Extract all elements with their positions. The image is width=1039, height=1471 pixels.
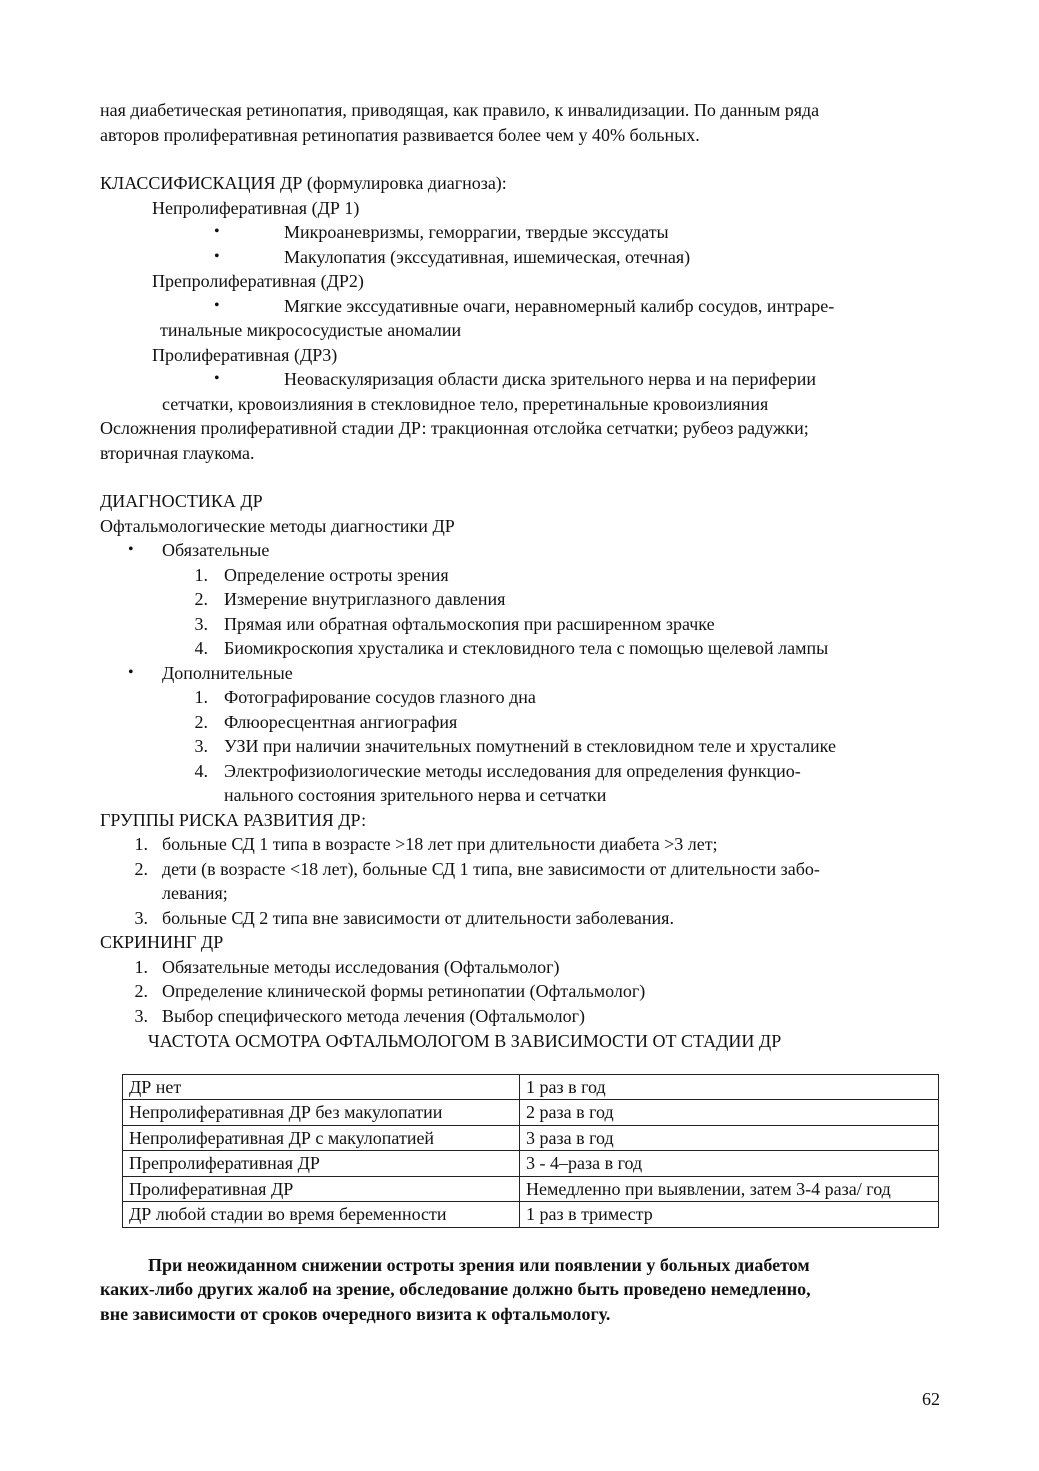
table-row <box>123 1100 939 1126</box>
list-number: 1. <box>194 687 208 707</box>
page-number: 62 <box>922 1389 940 1409</box>
list-number: 4. <box>194 638 208 658</box>
preproliferative-title: Препролиферативная (ДР2) <box>152 271 364 291</box>
proliferative-title: Пролиферативная (ДР3) <box>152 344 338 365</box>
table-caption: ЧАСТОТА ОСМОТРА ОФТАЛЬМОЛОГОМ В ЗАВИСИМОСТИ ОТ СТАДИИ ДР <box>148 1031 782 1051</box>
table-cell-stage: Пролиферативная ДР <box>123 1176 520 1202</box>
list-number: 3. <box>134 1005 148 1026</box>
list-item <box>100 367 940 416</box>
diagnostics-heading: ДИАГНОСТИКА ДР <box>100 491 263 511</box>
pp-item-line-2: тинальные микрососудистые аномалии <box>160 320 462 340</box>
list-item <box>100 955 940 980</box>
table-cell-stage: ДР нет <box>123 1074 520 1100</box>
list-number: 1. <box>134 956 148 977</box>
list-item <box>100 832 940 857</box>
list-item <box>100 220 940 245</box>
classification-heading: КЛАССИФИСКАЦИЯ ДР (формулировка диагноза): <box>100 173 507 193</box>
warning-line-2: каких-либо других жалоб на зрение, обследование должно быть проведено немедленно, <box>100 1279 811 1299</box>
table-row <box>123 1151 939 1177</box>
table-row <box>123 1125 939 1151</box>
table-cell-stage: Непролиферативная ДР с макулопатией <box>123 1125 520 1151</box>
additional-item-1: Фотографирование сосудов глазного дна <box>224 687 536 707</box>
list-item <box>100 734 940 759</box>
list-item <box>100 906 940 931</box>
list-item <box>100 612 940 637</box>
list-item <box>100 1004 940 1029</box>
list-item <box>100 294 940 343</box>
table-cell-frequency: 1 раз в год <box>520 1074 939 1100</box>
table-cell-frequency: Немедленно при выявлении, затем 3-4 раза/ год <box>520 1176 939 1202</box>
list-number: 2. <box>134 981 148 1001</box>
additional-label: Дополнительные <box>162 662 293 683</box>
nonproliferative-title: Непролиферативная (ДР 1) <box>152 197 360 218</box>
warning-line-1: При неожиданном снижении остроты зрения или появлении у больных диабетом <box>148 1254 810 1275</box>
np-item-2: Макулопатия (экссудативная, ишемическая, отечная) <box>284 246 691 267</box>
risk-item-3: больные СД 2 типа вне зависимости от длительности заболевания. <box>162 907 674 928</box>
list-item <box>100 710 940 735</box>
mandatory-item-3: Прямая или обратная офтальмоскопия при расширенном зрачке <box>224 613 715 634</box>
table-cell-stage: Непролиферативная ДР без макулопатии <box>123 1100 520 1126</box>
table-row <box>123 1074 939 1100</box>
intro-line-1: ная диабетическая ретинопатия, приводящая, как правило, к инвалидизации. По данным ряда <box>100 100 820 120</box>
list-item <box>100 636 940 661</box>
table-row <box>123 1176 939 1202</box>
list-number: 2. <box>194 711 208 732</box>
risk-groups-heading: ГРУППЫ РИСКА РАЗВИТИЯ ДР: <box>100 809 367 830</box>
warning-line-3: вне зависимости от сроков очередного визита к офтальмологу. <box>100 1303 611 1324</box>
list-item <box>100 979 940 1004</box>
table-cell-frequency: 1 раз в триместр <box>520 1202 939 1228</box>
list-number: 4. <box>194 760 208 781</box>
list-item <box>100 245 940 270</box>
table-cell-frequency: 2 раза в год <box>520 1100 939 1126</box>
table-cell-stage: Препролиферативная ДР <box>123 1151 520 1177</box>
additional-item-4-line-2: нального состояния зрительного нерва и сетчатки <box>224 785 607 805</box>
list-number: 3. <box>194 613 208 634</box>
screening-item-2: Определение клинической формы ретинопатии (Офтальмолог) <box>162 981 646 1001</box>
screening-heading: СКРИНИНГ ДР <box>100 932 224 952</box>
bullet-icon: • <box>128 541 134 558</box>
list-number: 1. <box>134 834 148 854</box>
additional-item-2: Флюоресцентная ангиография <box>224 711 458 732</box>
bullet-icon: • <box>214 223 220 240</box>
complications-line-2: вторичная глаукома. <box>100 442 255 463</box>
list-number: 3. <box>134 907 148 928</box>
risk-item-2-line-2: левания; <box>162 883 228 903</box>
list-item <box>100 661 940 686</box>
mandatory-item-1: Определение остроты зрения <box>224 564 449 585</box>
document-page <box>100 98 940 1326</box>
table-cell-frequency: 3 раза в год <box>520 1125 939 1151</box>
complications-line-1: Осложнения пролиферативной стадии ДР: тракционная отслойка сетчатки; рубеоз радужки; <box>100 418 809 438</box>
warning-paragraph <box>100 1253 940 1327</box>
pp-item-line-1: Мягкие экссудативные очаги, неравномерный калибр сосудов, интраре- <box>284 295 835 316</box>
bullet-icon: • <box>128 663 134 681</box>
table-row <box>123 1202 939 1228</box>
intro-line-2: авторов пролиферативная ретинопатия развивается более чем у 40% больных. <box>100 124 700 145</box>
table-cell-stage: ДР любой стадии во время беременности <box>123 1202 520 1228</box>
risk-item-2-line-1: дети (в возрасте <18 лет), больные СД 1 типа, вне зависимости от длительности забо- <box>162 858 820 879</box>
list-item <box>100 563 940 588</box>
bullet-icon: • <box>214 296 220 314</box>
mandatory-item-2: Измерение внутриглазного давления <box>224 589 506 609</box>
list-number: 2. <box>194 589 208 609</box>
list-number: 2. <box>134 858 148 879</box>
diagnostics-subheading: Офтальмологические методы диагностики ДР <box>100 515 455 536</box>
list-item <box>100 587 940 612</box>
p-item-line-1: Неоваскуляризация области диска зрительного нерва и на периферии <box>284 369 817 389</box>
frequency-table <box>122 1074 939 1228</box>
list-number: 3. <box>194 736 208 756</box>
risk-item-1: больные СД 1 типа в возрасте >18 лет при длительности диабета >3 лет; <box>162 834 718 854</box>
table-cell-frequency: 3 - 4–раза в год <box>520 1151 939 1177</box>
screening-item-3: Выбор специфического метода лечения (Офтальмолог) <box>162 1005 586 1026</box>
additional-item-3: УЗИ при наличии значительных помутнений в стекловидном теле и хрусталике <box>224 736 836 756</box>
additional-item-4-line-1: Электрофизиологические методы исследования для определения функцио- <box>224 760 801 781</box>
mandatory-label: Обязательные <box>162 540 270 560</box>
bullet-icon: • <box>214 370 220 387</box>
list-item <box>100 685 940 710</box>
bullet-icon: • <box>214 247 220 265</box>
mandatory-item-4: Биомикроскопия хрусталика и стекловидного тела с помощью щелевой лампы <box>224 638 829 658</box>
list-number: 1. <box>194 564 208 585</box>
np-item-1: Микроаневризмы, геморрагии, твердые экссудаты <box>284 222 669 242</box>
list-item <box>100 857 940 906</box>
p-item-line-2: сетчатки, кровоизлияния в стекловидное тело, преретинальные кровоизлияния <box>162 393 769 414</box>
list-item <box>100 759 940 808</box>
list-item <box>100 538 940 563</box>
screening-item-1: Обязательные методы исследования (Офтальмолог) <box>162 956 560 977</box>
